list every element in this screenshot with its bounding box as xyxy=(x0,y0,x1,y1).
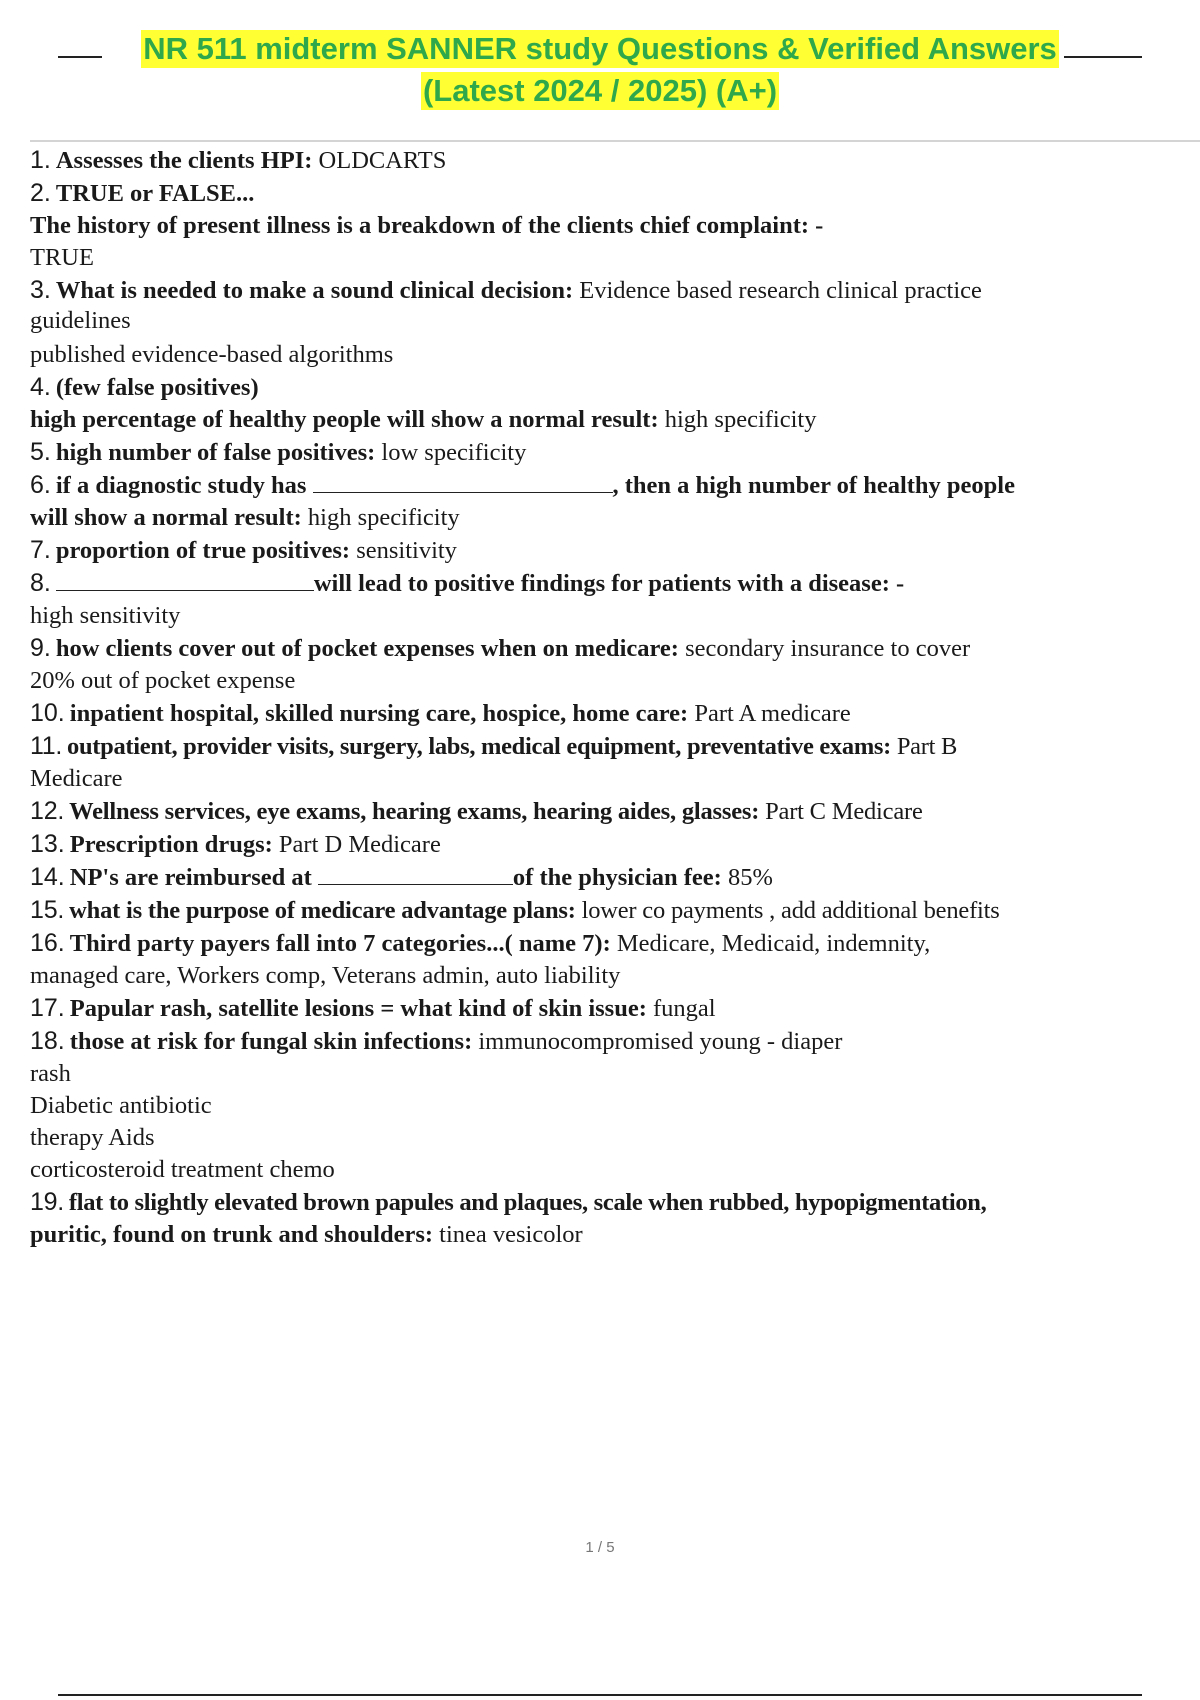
question-item-17 xyxy=(30,992,1180,1025)
answer-text: high sensitivity xyxy=(30,602,181,629)
question-text: (few false positives) xyxy=(55,374,259,401)
answer-text: Evidence based research clinical practice xyxy=(573,277,982,304)
item-number: 17. xyxy=(30,994,65,1022)
question-text: high number of false positives: xyxy=(55,439,376,466)
question-text: puritic, found on trunk and shoulders: xyxy=(30,1221,434,1248)
item-number: 11. xyxy=(30,732,62,760)
item-number: 7. xyxy=(30,536,51,564)
question-text: TRUE or FALSE... xyxy=(55,180,255,207)
answer-text: lower co payments , add additional benefits xyxy=(575,897,1000,924)
question-item-6 xyxy=(30,469,1180,534)
answer-text: sensitivity xyxy=(350,537,457,564)
item-number: 14. xyxy=(30,863,65,891)
answer-text: managed care, Workers comp, Veterans admin, auto liability xyxy=(30,962,621,989)
answer-text: guidelines xyxy=(30,307,131,334)
item-number: 12. xyxy=(30,797,65,825)
title-rule-left xyxy=(58,56,102,58)
question-item-1 xyxy=(30,144,1180,177)
question-item-10 xyxy=(30,697,1180,730)
question-item-13 xyxy=(30,828,1180,861)
question-text: Third party payers fall into 7 categories...( name 7): xyxy=(69,930,611,957)
answer-text: therapy Aids xyxy=(30,1124,155,1151)
question-text: proportion of true positives: xyxy=(55,537,351,564)
answer-text: Part D Medicare xyxy=(272,831,441,858)
answer-text: 20% out of pocket expense xyxy=(30,667,296,694)
item-number: 9. xyxy=(30,634,51,662)
question-item-3 xyxy=(30,274,1180,371)
answer-text: low specificity xyxy=(375,439,527,466)
answer-text: TRUE xyxy=(30,244,94,271)
question-text: of the physician fee: xyxy=(512,864,722,891)
item-number: 1. xyxy=(30,146,51,174)
question-item-2 xyxy=(30,177,1180,274)
item-number: 15. xyxy=(30,896,65,924)
answer-text: Medicare xyxy=(30,765,123,792)
question-text: Papular rash, satellite lesions = what kind of skin issue: xyxy=(69,995,647,1022)
question-text: those at risk for fungal skin infections: xyxy=(69,1028,473,1055)
fill-in-blank xyxy=(318,862,513,885)
item-number: 3. xyxy=(30,276,51,304)
answer-text: 85% xyxy=(721,864,773,891)
question-text: will show a normal result: xyxy=(30,504,302,531)
item-number: 4. xyxy=(30,373,51,401)
answer-text: Diabetic antibiotic xyxy=(30,1092,212,1119)
question-item-7 xyxy=(30,534,1180,567)
item-number: 5. xyxy=(30,438,51,466)
answer-text: OLDCARTS xyxy=(312,147,447,174)
answer-text: secondary insurance to cover xyxy=(678,635,971,662)
item-number: 8. xyxy=(30,569,51,597)
item-number: 13. xyxy=(30,830,65,858)
answer-text: Part A medicare xyxy=(688,700,851,727)
document-title: NR 511 midterm SANNER study Questions & Verified Answers xyxy=(143,31,1057,66)
item-number: 18. xyxy=(30,1027,65,1055)
question-item-19 xyxy=(30,1186,1180,1251)
fill-in-blank xyxy=(313,470,613,493)
question-item-12 xyxy=(30,795,1180,828)
question-item-5 xyxy=(30,436,1180,469)
answer-text: high specificity xyxy=(301,504,460,531)
document-header xyxy=(0,30,1200,114)
title-line-2 xyxy=(0,72,1200,114)
question-text: how clients cover out of pocket expenses when on medicare: xyxy=(55,635,679,662)
question-text: if a diagnostic study has xyxy=(55,472,313,499)
question-text: flat to slightly elevated brown papules and plaques, scale when rubbed, hypopigmentation, xyxy=(68,1189,987,1216)
question-text: Wellness services, eye exams, hearing exams, hearing aides, glasses: xyxy=(69,798,760,825)
answer-text: immunocompromised young - diaper xyxy=(472,1028,843,1055)
answer-text: tinea vesicolor xyxy=(433,1221,583,1248)
answer-text: fungal xyxy=(646,995,716,1022)
answer-text: corticosteroid treatment chemo xyxy=(30,1156,335,1183)
answer-text: rash xyxy=(30,1060,71,1087)
answer-text: published evidence-based algorithms xyxy=(30,341,394,368)
item-number: 10. xyxy=(30,699,65,727)
question-item-14 xyxy=(30,861,1180,894)
question-text: will lead to positive findings for patients with a disease: - xyxy=(313,570,905,597)
question-item-4 xyxy=(30,371,1180,436)
question-text: what is the purpose of medicare advantage plans: xyxy=(69,897,576,924)
header-divider xyxy=(30,140,1200,142)
page-number: 1 / 5 xyxy=(585,1539,615,1556)
answer-text: Part C Medicare xyxy=(759,798,923,825)
question-item-15 xyxy=(30,894,1180,927)
item-number: 19. xyxy=(30,1188,64,1216)
item-number: 2. xyxy=(30,179,51,207)
question-text: inpatient hospital, skilled nursing care, hospice, home care: xyxy=(69,700,689,727)
question-list xyxy=(30,144,1180,1251)
item-number: 6. xyxy=(30,471,51,499)
answer-text: high specificity xyxy=(658,406,817,433)
title-rule-right xyxy=(1064,56,1142,58)
question-item-8 xyxy=(30,567,1180,632)
question-item-9 xyxy=(30,632,1180,697)
document-subtitle: (Latest 2024 / 2025) (A+) xyxy=(422,73,778,108)
footer-rule xyxy=(58,1694,1142,1696)
question-text: outpatient, provider visits, surgery, labs, medical equipment, preventative exams: xyxy=(67,733,892,760)
answer-text: Part B xyxy=(891,733,957,760)
question-item-11 xyxy=(30,730,1180,795)
title-line-1 xyxy=(0,30,1200,72)
question-text: What is needed to make a sound clinical decision: xyxy=(55,277,574,304)
question-item-18 xyxy=(30,1025,1180,1186)
question-text: Assesses the clients HPI: xyxy=(55,147,313,174)
question-text: high percentage of healthy people will show a normal result: xyxy=(30,406,659,433)
fill-in-blank xyxy=(56,568,314,591)
question-text: , then a high number of healthy people xyxy=(612,472,1015,499)
question-item-16 xyxy=(30,927,1180,992)
question-text: The history of present illness is a breakdown of the clients chief complaint: - xyxy=(30,212,824,239)
question-text: NP's are reimbursed at xyxy=(69,864,318,891)
item-number: 16. xyxy=(30,929,65,957)
answer-text: Medicare, Medicaid, indemnity, xyxy=(610,930,931,957)
question-text: Prescription drugs: xyxy=(69,831,273,858)
